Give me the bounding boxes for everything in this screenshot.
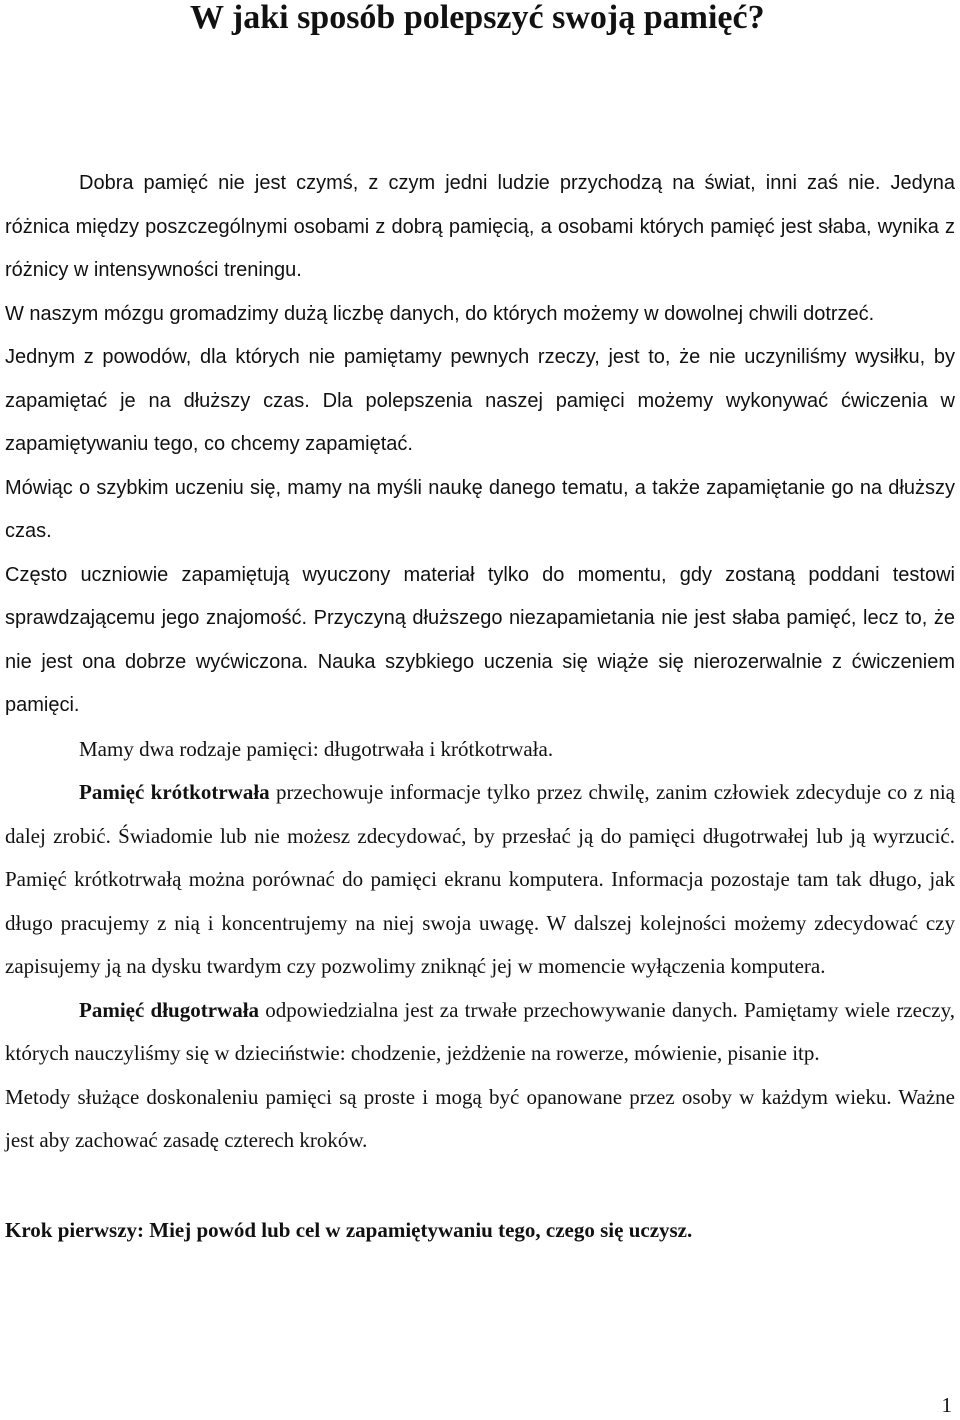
document-body [5,162,955,1252]
long-term-memory-paragraph [5,989,955,1076]
long-term-memory-term: Pamięć długotrwała [79,997,260,1022]
memory-types-paragraph: Mamy dwa rodzaje pamięci: długotrwała i krótkotrwała. [79,736,554,761]
short-term-memory-paragraph [5,771,955,989]
methods-paragraph: Metody służące doskonaleniu pamięci są proste i mogą być opanowane przez osoby w każdym wieku. Ważne jest aby zachować zasadę czterech kroków. [5,1084,955,1152]
page-title: W jaki sposób polepszyć swoją pamięć? [190,0,765,36]
main-sentence-2: Dla polepszenia naszej pamięci możemy wykonywać ćwiczenia w zapamiętywaniu tego, co chcemy zapamiętać. [5,389,956,455]
intro-paragraph [5,162,955,336]
main-paragraph-part-1 [5,336,955,467]
short-term-memory-term: Pamięć krótkotrwała [79,780,270,804]
main-sentence-6: Nauka szybkiego uczenia się wiąże się nierozerwalnie z ćwiczeniem pamięci. [5,650,955,716]
long-term-memory-text: odpowiedzialna jest za trwałe przechowywanie danych. Pamiętamy wiele rzeczy, których nauczyliśmy się w dzieciństwie: chodzenie, jeżdżenie na rowerze, mówienie, pisanie itp. [5,997,955,1065]
main-paragraph-part-2 [5,467,955,554]
main-sentence-1: Jednym z powodów, dla których nie pamiętamy pewnych rzeczy, jest to, że nie uczyniliśmy wysiłku, by zapamiętać je na dłuższy czas. [5,346,955,412]
step-one-heading: Krok pierwszy: Miej powód lub cel w zapamiętywaniu tego, czego się uczysz. [5,1217,693,1242]
main-sentence-4: Często uczniowie zapamiętują wyuczony materiał tylko do momentu, gdy zostaną poddani testowi sprawdzającemu jego znajomość. [5,563,955,629]
short-term-memory-text: przechowuje informacje tylko przez chwilę, zanim człowiek zdecyduje co z nią dalej zrobić. Świadomie lub nie możesz zdecydować, by przesłać ją do pamięci długotrwałej lub ją wyrzucić. Pamięć krótkotrwałą można porównać do pamięci ekranu komputera. Informacja pozostaje tam tak długo, jak długo pracujemy z nią i koncentrujemy na niej swoja uwagę. W dalszej kolejności możemy zdecydować czy zapisujemy ją na dysku twardym czy pozwolimy zniknąć jej w momencie wyłączenia komputera. [5,780,955,978]
main-sentence-5: Przyczyną dłuższego niezapamietania nie jest słaba pamięć, lecz to, że nie jest ona dobrze wyćwiczona. [5,607,955,673]
intro-sentence-2: W naszym mózgu gromadzimy dużą liczbę danych, do których możemy w dowolnej chwili dotrzeć. [5,302,875,325]
main-sentence-3: Mówiąc o szybkim uczeniu się, mamy na myśli naukę danego tematu, a także zapamiętanie go na dłuższy czas. [5,476,955,542]
main-paragraph-part-3 [5,554,955,728]
paragraph-spacer [5,1163,955,1209]
page-number: 1 [941,1393,952,1417]
intro-sentence-1: Dobra pamięć nie jest czymś, z czym jedni ludzie przychodzą na świat, inni zaś nie. Jedyna różnica między poszczególnymi osobami z dobrą pamięcią, a osobami których pamięć jest słaba, wynika z różnicy w intensywności treningu. [5,172,955,281]
